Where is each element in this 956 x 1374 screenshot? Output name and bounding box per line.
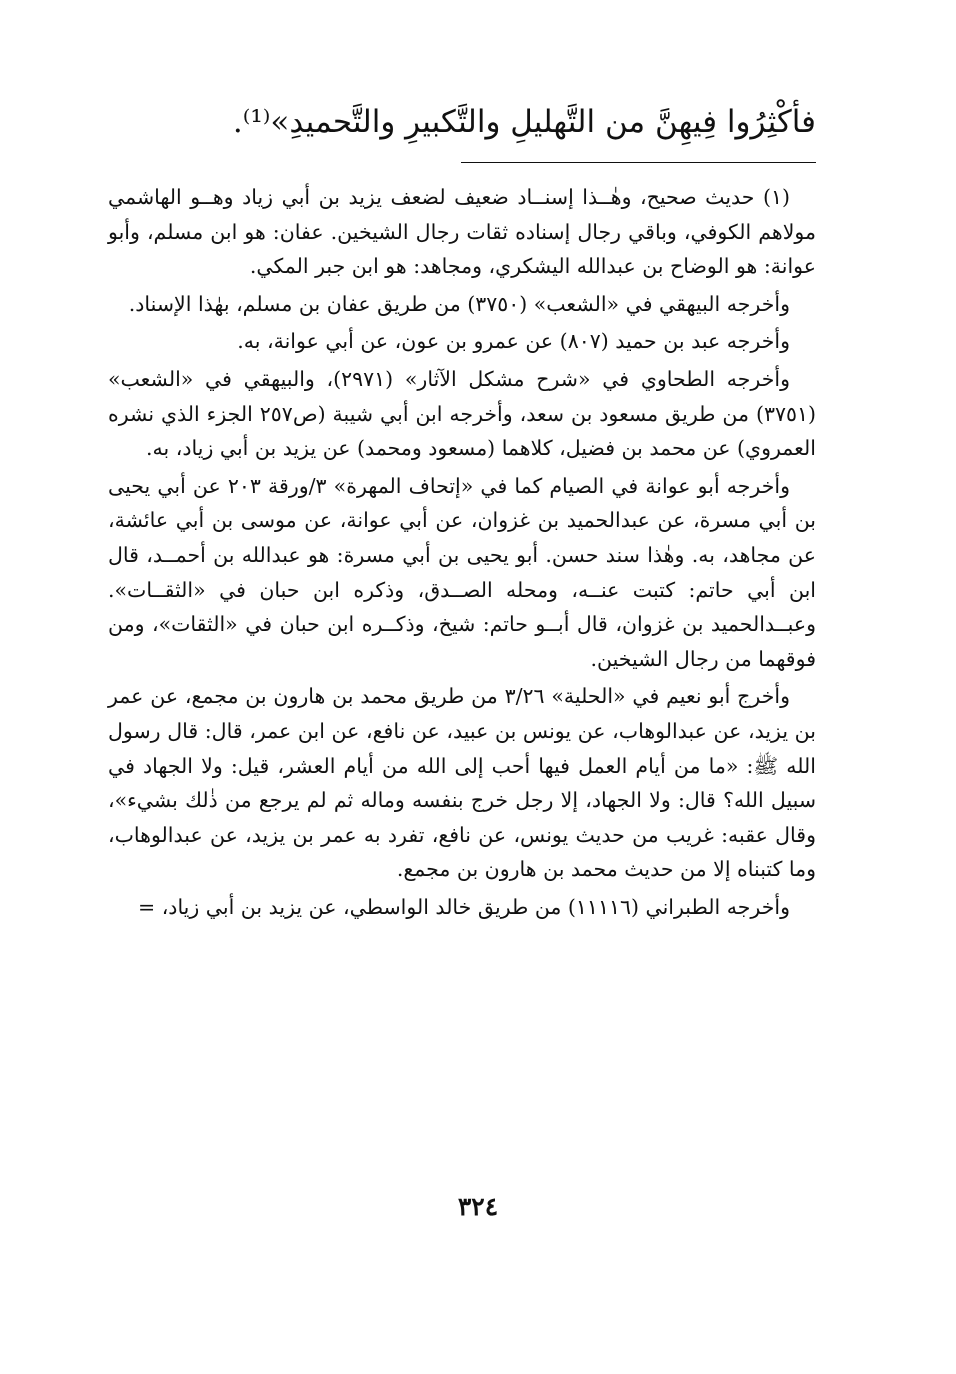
footnote-divider xyxy=(461,162,816,163)
main-text-line: فأكْثِرُوا فِيهِنَّ من التَّهليلِ والتَّكبيرِ والتَّحميدِ»⁽¹⁾. xyxy=(232,104,816,140)
footnote-paragraph: وأخرجه الطبراني (١١١١٦) من طريق خالد الواسطي، عن يزيد بن أبي زياد، = xyxy=(138,894,790,919)
footnote-paragraph: وأخرجه عبد بن حميد (٨٠٧) عن عمرو بن عون، عن أبي عوانة، به. xyxy=(237,329,790,354)
footnote-paragraph: (١) حديث صحيح، وهٰــذا إسنــاد ضعيف لضعف يزيد بن أبي زياد وهــو الهاشمي مولاهم الكوفي، وباقي رجال إسناده ثقات رجال الشيخين. عفان: هو ابن مسلم، وأبو عوانة: هو الوضاح بن عبدالله اليشكري، ومجاهد: هو ابن جبر المكي. xyxy=(108,185,816,279)
footnotes-section xyxy=(108,180,816,927)
footnote-paragraph: وأخرجه البيهقي في «الشعب» (٣٧٥٠) من طريق عفان بن مسلم، بهٰذا الإسناد. xyxy=(128,291,790,316)
footnote-paragraph: وأخرجه أبو عوانة في الصيام كما في «إتحاف المهرة» ٣/ورقة ٢٠٣ عن أبي يحيى بن أبي مسرة، عن عبدالحميد بن غزوان، عن أبي عوانة، عن موسى بن أبي عائشة، عن مجاهد، به. وهٰذا سند حسن. أبو يحيى بن أبي مسرة: هو عبدالله بن أحمــد، قال ابن أبي حاتم: كتبت عنــه، ومحله الصــدق، وذكره ابن حبان في «الثقــات». وعبــدالحميد بن غزوان، قال أبــو حاتم: شيخ، وذكــره ابن حبان في «الثقات»، ومن فوقهما من رجال الشيخين. xyxy=(108,473,816,671)
footnote-paragraph: وأخرجه الطحاوي في «شرح مشكل الآثار» (٢٩٧١)، والبيهقي في «الشعب» (٣٧٥١) من طريق مسعود بن سعد، وأخرجه ابن أبي شيبة (ص٢٥٧ الجزء الذي نشره العمروي) عن محمد بن فضيل، كلاهما (مسعود ومحمد) عن يزيد بن أبي زياد، به. xyxy=(108,366,817,461)
footnote-paragraph: وأخرج أبو نعيم في «الحلية» ٣/٢٦ من طريق محمد بن هارون بن مجمع، عن عمر بن يزيد، عن عبدالوهاب، عن يونس بن عبيد، عن نافع، عن ابن عمر، قال: قال رسول الله ﷺ: «ما من أيام العمل فيها أحب إلى الله من أيام العشر، قيل: ولا الجهاد في سبيل الله؟ قال: ولا الجهاد، إلا رجل خرج بنفسه وماله ثم لم يرجع من ذٰلك بشيء»، وقال عقبه: غريب من حديث يونس، عن نافع، تفرد به عمر بن يزيد، عن عبدالوهاب، وما كتبناه إلا من حديث محمد بن هارون بن مجمع. xyxy=(108,684,816,882)
page-number: ٣٢٤ xyxy=(457,1192,499,1221)
